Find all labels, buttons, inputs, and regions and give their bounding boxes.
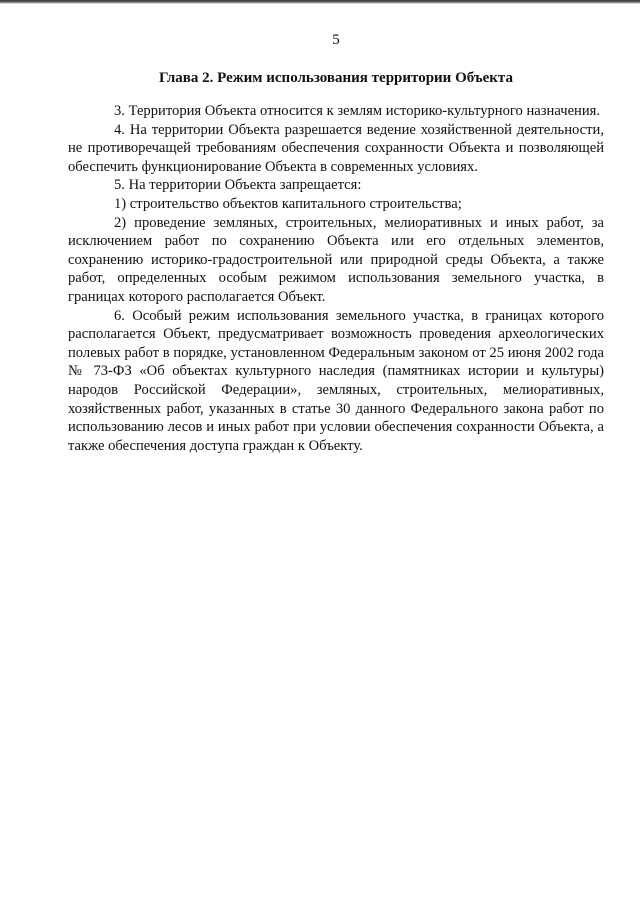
paragraph-5-item-2: 2) проведение земляных, строительных, мелиоративных и иных работ, за исключением работ по сохранению Объекта или его отдельных элементов, сохранению историко-градостроительной или природной среды Объекта, а также работ, определенных особым режимом использования земельного участка, в границах которого располагается Объект.	[68, 214, 604, 305]
paragraph-4: 4. На территории Объекта разрешается ведение хозяйственной деятельности, не противоречащей требованиям обеспечения сохранности Объекта и позволяющей обеспечить функционирование Объекта в современных условиях.	[68, 121, 604, 175]
paragraph-5: 5. На территории Объекта запрещается:	[114, 177, 362, 194]
paragraph-5-item-1: 1) строительство объектов капитального строительства;	[114, 195, 462, 212]
scan-top-edge	[0, 0, 640, 4]
chapter-title: Глава 2. Режим использования территории Объекта	[159, 70, 513, 86]
paragraph-6: 6. Особый режим использования земельного участка, в границах которого располагается Объект, предусматривает возможность проведения археологических полевых работ в порядке, установленном Федеральным законом от 25 июня 2002 года № 73-ФЗ «Об объектах культурного наследия (памятниках истории и культуры) народов Российской Федерации», земляных, строительных, мелиоративных, хозяйственных работ, указанных в статье 30 данного Федерального закона работ по использованию лесов и иных работ при условии обеспечения сохранности Объекта, а также обеспечения доступа граждан к Объекту.	[68, 307, 604, 454]
paragraph-3: 3. Территория Объекта относится к землям историко-культурного назначения.	[114, 103, 601, 119]
page-number: 5	[332, 32, 340, 48]
document-page	[68, 30, 604, 455]
